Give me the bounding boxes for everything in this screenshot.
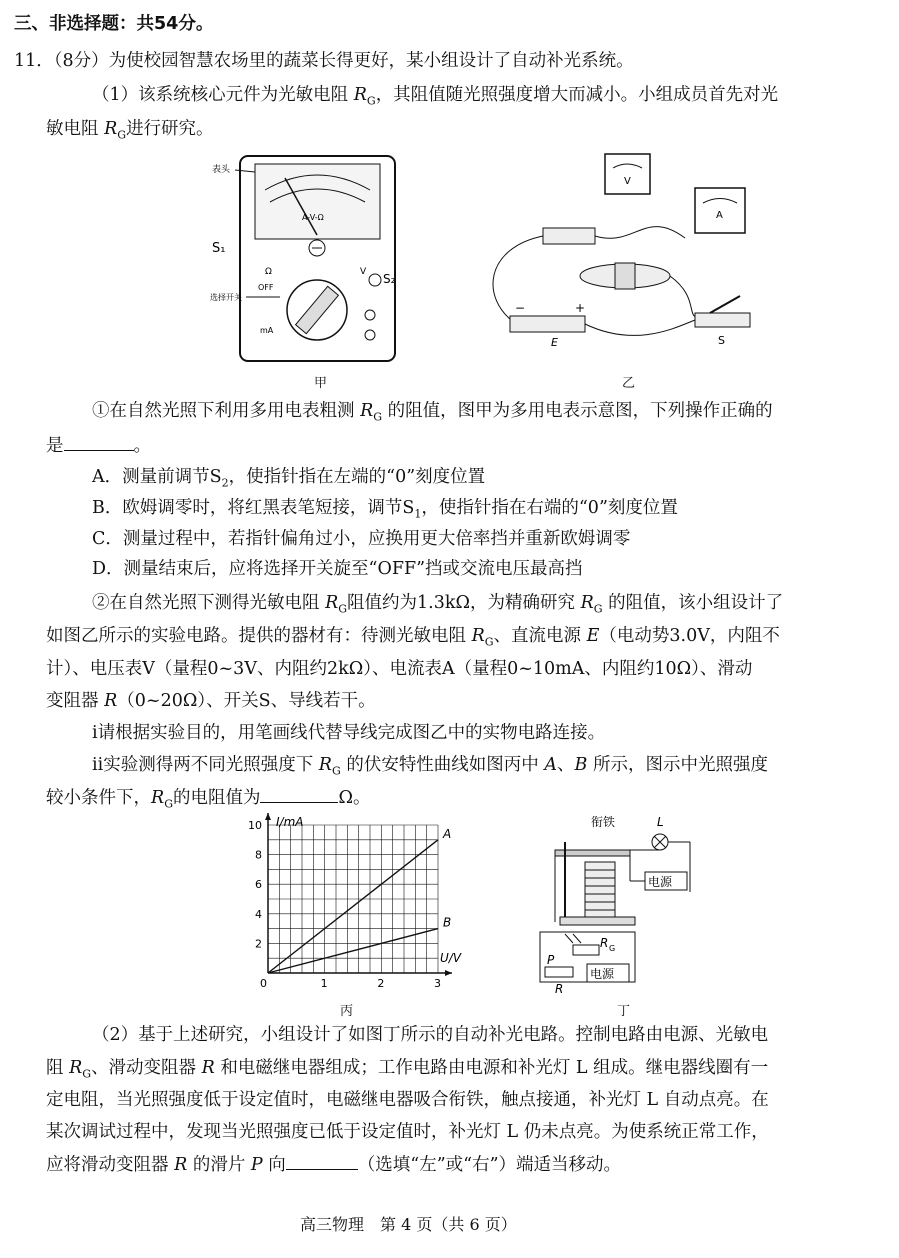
svg-text:衔铁: 衔铁	[591, 815, 616, 829]
part2-line1: （2）基于上述研究，小组设计了如图丁所示的自动补光电路。控制电路由电源、光敏电	[92, 1025, 769, 1045]
subq2-line1: ②在自然光照下测得光敏电阻 $R_G$阻值约为1.3kΩ，为精确研究 $R_G$ 的阻值，该小组设计了	[92, 593, 784, 616]
figure-ding-caption: 丁	[617, 1004, 631, 1019]
part2-line5: 应将滑动变阻器 R 的滑片 P 向 （选填“左”或“右”）端适当移动。	[46, 1155, 622, 1175]
subq2-line2: 如图乙所示的实验电路。提供的器材有：待测光敏电阻 $R_G$、直流电源 E（电动势3.0V，内阻不	[46, 626, 780, 649]
svg-text:mA: mA	[260, 326, 274, 335]
part1-intro-cont: 敏电阻 $R_G$进行研究。	[46, 119, 214, 142]
subq-ii-line1: ⅱ实验测得两不同光照强度下 $R_G$ 的伏安特性曲线如图丙中 A、B 所示，图示中光照强度	[92, 755, 768, 778]
multimeter-figure	[210, 150, 400, 370]
svg-text:电源: 电源	[590, 967, 615, 981]
page-footer: 高三物理 第 4 页（共 6 页）	[300, 1215, 517, 1234]
answer-blank-3[interactable]	[286, 1153, 358, 1170]
y-tick-label: 6	[255, 878, 262, 892]
subq2-line4: 变阻器 R（0~20Ω）、开关S、导线若干。	[46, 691, 376, 711]
relay-circuit-figure	[525, 812, 715, 997]
x-tick-label: 3	[434, 977, 441, 990]
svg-text:V: V	[624, 176, 631, 187]
subq1-answer: 是 。	[46, 436, 151, 456]
y-tick-label: 4	[255, 907, 262, 921]
question-11-stem: 11．（8分）为使校园智慧农场里的蔬菜长得更好，某小组设计了自动补光系统。	[14, 51, 634, 71]
part2-line2: 阻 $R_G$、滑动变阻器 R 和电磁继电器组成；工作电路由电源和补光灯 L 组成。继电器线圈有一	[46, 1058, 769, 1081]
svg-text:S₁: S₁	[212, 241, 226, 256]
svg-text:A: A	[716, 210, 723, 221]
option-d: D．测量结束后，应将选择开关旋至“OFF”挡或交流电压最高挡	[92, 559, 583, 579]
y-tick-label: 8	[255, 848, 262, 862]
figure-bing-caption: 丙	[340, 1004, 354, 1019]
svg-text:+: +	[575, 301, 586, 315]
svg-text:L: L	[657, 815, 664, 829]
series-line-B	[268, 929, 438, 973]
svg-text:表头: 表头	[212, 165, 231, 175]
svg-text:P: P	[547, 953, 555, 967]
answer-blank-2[interactable]	[260, 786, 338, 803]
subq-ii-line2: 较小条件下，$R_G$的电阻值为 Ω。	[46, 788, 371, 811]
y-axis-label: I/mA	[276, 815, 304, 829]
circuit-figure-yi	[485, 148, 765, 358]
svg-text:V: V	[360, 267, 367, 277]
subq2-line3: 计）、电压表V（量程0~3V、内阻约2kΩ）、电流表A（量程0~10mA、内阻约10Ω）、滑动	[46, 659, 753, 679]
svg-text:电源: 电源	[648, 875, 673, 889]
option-c: C．测量过程中，若指针偏角过小，应换用更大倍率挡并重新欧姆调零	[92, 529, 631, 549]
origin-label: 0	[260, 977, 267, 990]
y-tick-label: 2	[255, 937, 262, 951]
subq1-text: ①在自然光照下利用多用电表粗测 $R_G$ 的阻值，图甲为多用电表示意图，下列操作正确的	[92, 401, 773, 424]
x-tick-label: 2	[377, 977, 385, 990]
svg-text:S₂: S₂	[383, 272, 396, 286]
svg-text:S: S	[718, 334, 725, 347]
option-a: A．测量前调节$S_2$，使指针指在左端的“0”刻度位置	[92, 467, 486, 490]
series-line-A	[268, 840, 438, 973]
svg-text:R: R	[600, 936, 609, 950]
x-axis-label: U/V	[440, 951, 462, 965]
svg-text:A-V-Ω: A-V-Ω	[302, 213, 324, 222]
section-heading: 三、非选择题：共54分。	[14, 14, 214, 34]
series-label-B: B	[443, 915, 452, 930]
y-axis-arrow	[265, 813, 271, 820]
answer-blank-1[interactable]	[64, 434, 134, 451]
y-tick-label: 10	[248, 819, 262, 832]
part1-intro: （1）该系统核心元件为光敏电阻 $R_G$，其阻值随光照强度增大而减小。小组成员首先对光	[92, 85, 779, 108]
svg-text:Ω: Ω	[265, 267, 272, 277]
series-label-A: A	[443, 826, 452, 841]
svg-text:R: R	[555, 982, 564, 996]
part2-line3: 定电阻，当光照强度低于设定值时，电磁继电器吸合衔铁，触点接通，补光灯 L 自动点亮。在	[46, 1090, 769, 1110]
svg-text:选择开关: 选择开关	[210, 293, 242, 302]
svg-text:−: −	[515, 301, 526, 315]
figure-yi-caption: 乙	[622, 376, 636, 391]
svg-text:G: G	[609, 944, 616, 953]
option-b: B．欧姆调零时，将红黑表笔短接，调节$S_1$，使指针指在右端的“0”刻度位置	[92, 498, 678, 521]
iu-chart	[240, 810, 470, 995]
x-axis-arrow	[445, 970, 452, 976]
figure-jia-caption: 甲	[314, 376, 328, 391]
x-tick-label: 1	[320, 977, 328, 990]
svg-text:OFF: OFF	[258, 283, 274, 292]
part2-line4: 某次调试过程中，发现当光照强度已低于设定值时，补光灯 L 仍未点亮。为使系统正常工作，	[46, 1122, 769, 1142]
svg-text:E: E	[551, 336, 558, 349]
subq-i: ⅰ请根据实验目的，用笔画线代替导线完成图乙中的实物电路连接。	[92, 723, 606, 743]
